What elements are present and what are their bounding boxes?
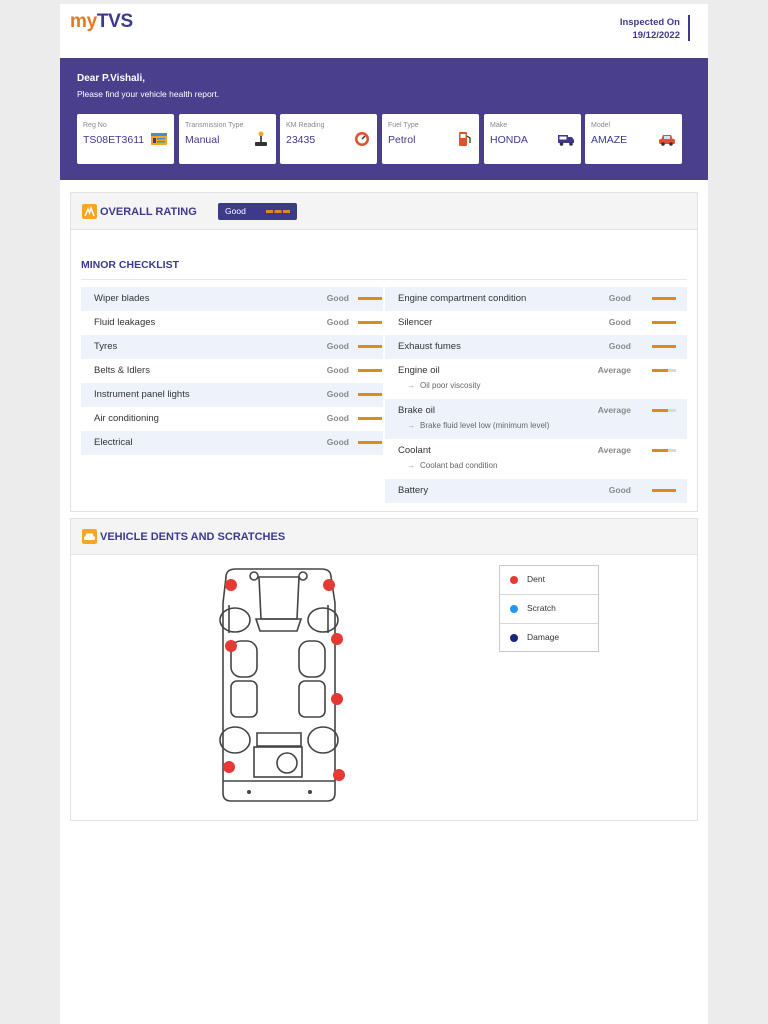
overall-rating-title: OVERALL RATING (100, 206, 197, 218)
overall-rating-bar (266, 210, 290, 213)
legend-label: Scratch (527, 603, 556, 613)
checklist-item-status: Good (326, 317, 349, 327)
greeting-subtitle: Please find your vehicle health report. (77, 89, 220, 99)
card-transmission (179, 114, 276, 164)
checklist-row (385, 439, 687, 479)
card-value: Petrol (388, 134, 416, 146)
damage-marker-icon (510, 634, 518, 642)
card-value: TS08ET3611 (83, 134, 145, 146)
checklist-row (385, 287, 687, 311)
card-reg-no (77, 114, 174, 164)
overall-rating-section (70, 192, 698, 512)
mytvs-logo (70, 11, 133, 33)
checklist-item-note (407, 381, 480, 390)
checklist-status-bar (358, 441, 382, 444)
checklist-status-bar (358, 321, 382, 324)
checklist-item-note (407, 421, 549, 430)
checklist-item-name: Fluid leakages (94, 317, 156, 328)
card-make (484, 114, 581, 164)
fuel-pump-icon (455, 131, 473, 147)
overall-rating-value: Good (225, 206, 246, 216)
logo-tvs: TVS (96, 11, 133, 32)
checklist-item-name: Wiper blades (94, 293, 150, 304)
overall-rating-header (71, 193, 697, 230)
checklist-status-bar (358, 417, 382, 420)
checklist-item-name: Coolant (398, 445, 431, 456)
checklist-row (81, 311, 383, 335)
checklist-item-status: Good (326, 341, 349, 351)
card-fuel-type (382, 114, 479, 164)
inspected-on (560, 16, 680, 42)
inspected-divider (688, 15, 690, 41)
vehicle-info-banner (60, 58, 708, 180)
checklist-row (385, 399, 687, 439)
checklist-item-name: Engine compartment condition (398, 293, 527, 304)
checklist-item-name: Tyres (94, 341, 118, 352)
arrow-right-icon: → (407, 421, 415, 430)
checklist-row (385, 479, 687, 503)
arrow-right-icon: → (407, 381, 415, 390)
card-label: Model (591, 122, 611, 129)
checklist-item-name: Electrical (94, 437, 133, 448)
checklist-item-status: Good (608, 317, 631, 327)
checklist-item-status: Good (608, 341, 631, 351)
checklist-item-name: Battery (398, 485, 429, 496)
checklist-note-text: Oil poor viscosity (420, 381, 481, 390)
checklist-note-text: Coolant bad condition (420, 461, 498, 470)
checklist-row (81, 431, 383, 455)
legend-scratch (500, 595, 598, 624)
gear-stick-icon (252, 131, 270, 147)
scratch-marker-icon (510, 605, 518, 613)
arrow-right-icon: → (407, 461, 415, 470)
checklist-item-name: Brake oil (398, 405, 435, 416)
legend-label: Dent (527, 574, 545, 584)
checklist-status-bar (652, 345, 676, 348)
checklist-status-bar (358, 393, 382, 396)
card-label: Make (490, 122, 508, 129)
checklist-item-status: Good (326, 293, 349, 303)
id-card-icon (150, 131, 168, 147)
checklist-item-name: Exhaust fumes (398, 341, 461, 352)
checklist-item-status: Good (608, 485, 631, 495)
checklist-item-status: Average (597, 365, 631, 375)
card-value: Manual (185, 134, 220, 146)
legend-damage (500, 624, 598, 653)
checklist-item-status: Average (597, 445, 631, 455)
inspected-date: 19/12/2022 (632, 30, 680, 41)
checklist-item-name: Engine oil (398, 365, 440, 376)
card-label: Transmission Type (185, 122, 244, 129)
legend-label: Damage (527, 632, 560, 642)
card-label: Reg No (83, 122, 107, 129)
dents-scratches-header (71, 519, 697, 555)
checklist-row (385, 311, 687, 335)
inspected-label: Inspected On (619, 17, 680, 28)
logo-my: my (70, 11, 97, 32)
card-label: KM Reading (286, 122, 325, 129)
card-value: AMAZE (591, 134, 628, 146)
legend-dent (500, 566, 598, 595)
dents-scratches-title: VEHICLE DENTS AND SCRATCHES (100, 531, 286, 543)
damage-legend (499, 565, 599, 652)
checklist-item-name: Silencer (398, 317, 433, 328)
checklist-status-bar (358, 369, 382, 372)
checklist-item-status: Good (326, 413, 349, 423)
checklist-item-name: Air conditioning (94, 413, 159, 424)
checklist-item-status: Good (608, 293, 631, 303)
card-km-reading (280, 114, 377, 164)
checklist-status-bar (652, 369, 676, 372)
checklist-item-status: Good (326, 437, 349, 447)
checklist-status-bar (652, 449, 676, 452)
checklist-row (81, 335, 383, 359)
truck-icon (557, 131, 575, 147)
checklist-status-bar (652, 489, 676, 492)
car-damage-icon (82, 529, 97, 544)
checklist-row (385, 359, 687, 399)
checklist-status-bar (652, 321, 676, 324)
card-label: Fuel Type (388, 122, 419, 129)
dents-scratches-section (70, 518, 698, 821)
checklist-item-name: Instrument panel lights (94, 389, 190, 400)
dent-marker-icon (510, 576, 518, 584)
card-value: HONDA (490, 134, 528, 146)
greeting: Dear P.Vishali, (77, 73, 146, 84)
checklist-row (81, 359, 383, 383)
checklist-item-status: Good (326, 389, 349, 399)
checklist-row (81, 383, 383, 407)
checklist-item-status: Good (326, 365, 349, 375)
checklist-row (81, 407, 383, 431)
overall-rating-badge (218, 203, 297, 220)
checklist-item-status: Average (597, 405, 631, 415)
checklist-item-name: Belts & Idlers (94, 365, 150, 376)
checklist-item-note (407, 461, 497, 470)
card-model (585, 114, 682, 164)
checklist-row (385, 335, 687, 359)
car-icon (658, 131, 676, 147)
card-value: 23435 (286, 134, 316, 146)
checklist-status-bar (358, 345, 382, 348)
minor-divider (81, 279, 687, 280)
minor-checklist-title: MINOR CHECKLIST (81, 259, 179, 271)
rating-icon (82, 204, 97, 219)
checklist-row (81, 287, 383, 311)
vehicle-top-view-diagram (211, 563, 346, 805)
speedometer-icon (353, 131, 371, 147)
checklist-status-bar (652, 297, 676, 300)
checklist-status-bar (652, 409, 676, 412)
checklist-note-text: Brake fluid level low (minimum level) (420, 421, 550, 430)
checklist-status-bar (358, 297, 382, 300)
